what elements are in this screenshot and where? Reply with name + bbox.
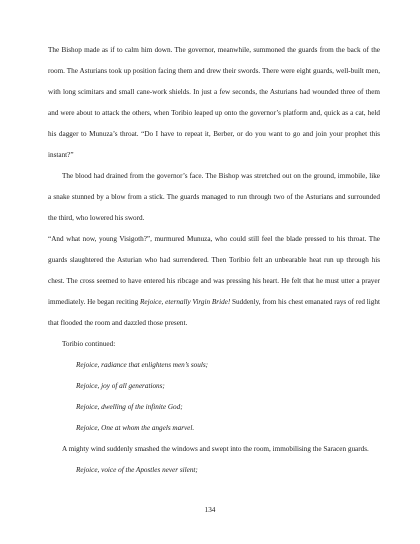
verse-line: Rejoice, voice of the Apostles never silent;: [76, 466, 198, 474]
verse-line: Rejoice, radiance that enlightens men’s souls;: [76, 361, 209, 369]
paragraph-munuza-murmurs: [48, 229, 380, 334]
prayer-title: Rejoice, eternally Virgin Bride!: [140, 298, 231, 306]
verse-line: Rejoice, dwelling of the infinite God;: [76, 403, 183, 411]
paragraph-blood-drained: The blood had drained from the governor’s face. The Bishop was stretched out on the ground, immobile, like a snake stunned by a blow from a stick. The guards managed to run through two of the Asturians and surrounded the third, who lowered his sword.: [48, 172, 380, 222]
body-text: [48, 40, 380, 481]
page-number: 134: [204, 506, 216, 514]
paragraph-munuza-text-a: “And what now, young Visigoth?”, murmured Munuza, who could still feel the blade pressed to his throat. The guards slaughtered the Asturian who had surrendered. Then Toribio felt an unbearable heat run up through his chest. The cross seemed to have entered his ribcage and was pressing his heart. He felt that he must utter a prayer immediately. He began reciting: [48, 235, 380, 306]
paragraph-mighty-wind: A mighty wind suddenly smashed the windows and swept into the room, immobilising the Saracen guards.: [62, 445, 369, 453]
verse-line: Rejoice, One at whom the angels marvel.: [76, 424, 195, 432]
paragraph-bishop-calms: The Bishop made as if to calm him down. The governor, meanwhile, summoned the guards from the back of the room. The Asturians took up position facing them and drew their swords. There were eight guards, well-built men, with long scimitars and small cane-work shields. In just a few seconds, the Asturians had wounded three of them and were about to attack the others, when Toribio leaped up onto the governor’s platform and, quick as a cat, held his dagger to Munuza’s throat. “Do I have to repeat it, Berber, or do you want to go and join your prophet this instant?”: [48, 46, 380, 159]
paragraph-toribio-continued: Toribio continued:: [62, 340, 116, 348]
verse-line: Rejoice, joy of all generations;: [76, 382, 165, 390]
paragraph-munuza-text-b: Suddenly, from his chest emanated rays of red light that flooded the room and dazzled those present.: [48, 298, 380, 327]
